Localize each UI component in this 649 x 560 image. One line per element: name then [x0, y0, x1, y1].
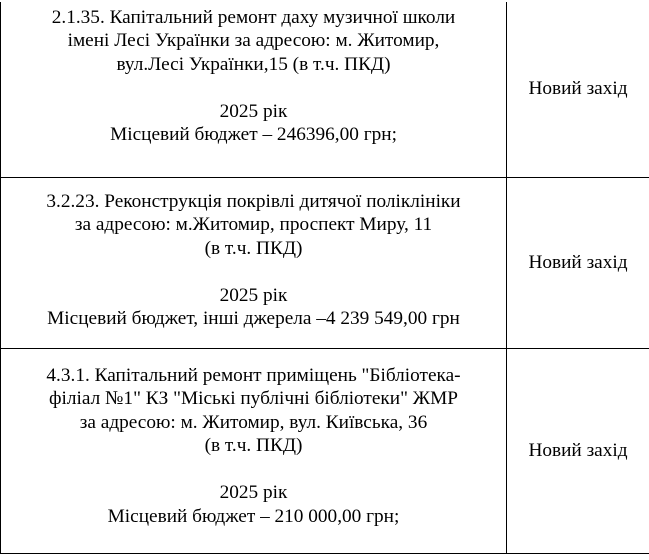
measure-description-cell: [1, 349, 507, 554]
description-line: (в т.ч. ПКД): [204, 435, 303, 457]
measure-status-cell: [507, 178, 649, 349]
blank-line: [7, 76, 500, 100]
year-line: 2025 рік: [219, 284, 288, 306]
measure-description-cell: [1, 1, 507, 178]
measure-description: [1, 364, 506, 529]
measure-description: [1, 6, 506, 147]
description-line: імені Лесі Українки за адресою: м. Житомир,: [67, 30, 440, 51]
measure-description-cell: [1, 178, 507, 349]
description-line: за адресою: м. Житомир, вул. Київська, 36: [79, 411, 428, 433]
table-row: [1, 178, 649, 349]
description-line: філіал №1" КЗ "Міські публічні бібліотеки" ЖМР: [49, 388, 458, 410]
table-row: [1, 349, 649, 554]
description-line: вул.Лесі Українки,15 (в т.ч. ПКД): [116, 53, 391, 75]
blank-line: [7, 260, 500, 284]
blank-line: [7, 458, 500, 482]
table-row: [1, 1, 649, 178]
budget-line: Місцевий бюджет – 210 000,00 грн;: [107, 505, 400, 527]
measure-status: Новий захід: [528, 440, 628, 462]
description-line: 3.2.23. Реконструкція покрівлі дитячої поліклініки: [46, 190, 461, 212]
budget-line: Місцевий бюджет – 246396,00 грн;: [110, 124, 397, 145]
description-line: 2.1.35. Капітальний ремонт даху музичної школи: [51, 6, 456, 28]
description-line: (в т.ч. ПКД): [204, 237, 303, 259]
measure-status-cell: [507, 1, 649, 178]
measure-status: Новий захід: [528, 78, 628, 100]
year-line: 2025 рік: [219, 482, 288, 504]
measure-status-cell: [507, 349, 649, 554]
cropped-top-edge: [0, 0, 649, 2]
description-line: 4.3.1. Капітальний ремонт приміщень "Бібліотека-: [46, 364, 461, 386]
description-line: за адресою: м.Житомир, проспект Миру, 11: [74, 214, 433, 235]
measure-status: Новий захід: [528, 252, 628, 274]
budget-line: Місцевий бюджет, інші джерела –4 239 549,00 грн: [47, 308, 460, 329]
measure-description: [1, 190, 506, 331]
year-line: 2025 рік: [219, 100, 288, 122]
